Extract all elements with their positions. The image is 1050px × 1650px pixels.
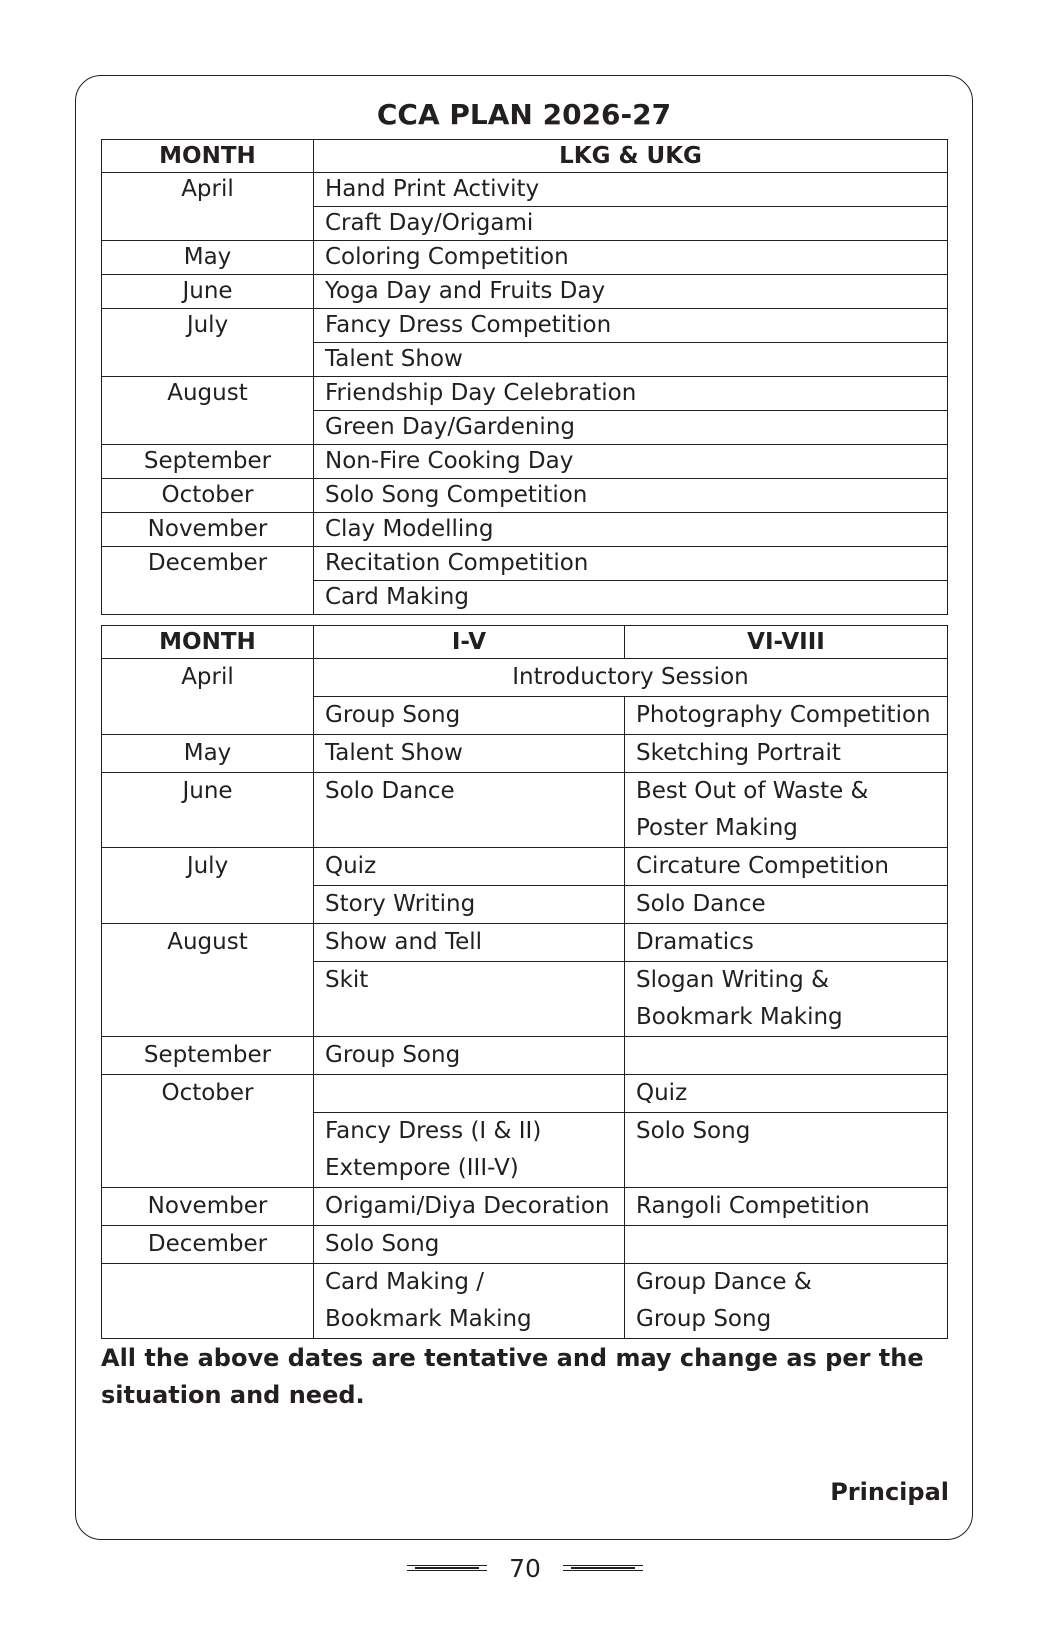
activity-cell: Hand Print Activity bbox=[314, 173, 948, 207]
tentative-dates-note: All the above dates are tentative and may change as per the situation and need. bbox=[101, 1344, 924, 1409]
cell-line: Best Out of Waste & bbox=[636, 778, 869, 804]
vi-viii-header: VI-VIII bbox=[625, 626, 948, 659]
month-cell: May bbox=[102, 735, 314, 773]
table-row bbox=[102, 377, 948, 411]
cell-line: Group Song bbox=[636, 1306, 772, 1332]
table-header-row bbox=[102, 626, 948, 659]
month-cell: December bbox=[102, 547, 314, 615]
cell-line: Card Making / bbox=[325, 1269, 485, 1295]
table-row bbox=[102, 1075, 948, 1113]
month-cell: November bbox=[102, 513, 314, 547]
vi-viii-cell: Solo Song bbox=[625, 1113, 948, 1188]
vi-viii-cell: Solo Dance bbox=[625, 886, 948, 924]
i-v-cell: Origami/Diya Decoration bbox=[314, 1188, 625, 1226]
vi-viii-cell bbox=[625, 1264, 948, 1339]
vi-viii-cell bbox=[625, 962, 948, 1037]
month-cell: April bbox=[102, 659, 314, 735]
cell-line: Poster Making bbox=[636, 815, 798, 841]
i-v-cell: Quiz bbox=[314, 848, 625, 886]
month-cell: July bbox=[102, 848, 314, 924]
vi-viii-cell bbox=[625, 773, 948, 848]
table-row bbox=[102, 547, 948, 581]
principal-signature: Principal bbox=[830, 1478, 949, 1506]
table-header-row bbox=[102, 140, 948, 173]
footer-rule-left bbox=[407, 1564, 487, 1573]
activity-cell: Clay Modelling bbox=[314, 513, 948, 547]
month-header: MONTH bbox=[102, 140, 314, 173]
table-row bbox=[102, 275, 948, 309]
month-cell: November bbox=[102, 1188, 314, 1226]
i-v-header: I-V bbox=[314, 626, 625, 659]
month-cell: December bbox=[102, 1226, 314, 1264]
i-v-cell bbox=[314, 1264, 625, 1339]
vi-viii-cell: Quiz bbox=[625, 1075, 948, 1113]
table-row bbox=[102, 445, 948, 479]
month-cell: August bbox=[102, 377, 314, 445]
page-title: CCA PLAN 2026-27 bbox=[376, 98, 672, 131]
i-v-cell: Story Writing bbox=[314, 886, 625, 924]
page-footer bbox=[0, 1548, 1050, 1588]
activity-cell: Non-Fire Cooking Day bbox=[314, 445, 948, 479]
table-row bbox=[102, 848, 948, 886]
i-v-cell: Solo Dance bbox=[314, 773, 625, 848]
i-v-cell: Skit bbox=[314, 962, 625, 1037]
activity-cell: Recitation Competition bbox=[314, 547, 948, 581]
footer-rule-right bbox=[563, 1564, 643, 1573]
month-cell: August bbox=[102, 924, 314, 1037]
activity-cell: Fancy Dress Competition bbox=[314, 309, 948, 343]
table-row bbox=[102, 1226, 948, 1264]
month-cell: May bbox=[102, 241, 314, 275]
vi-viii-cell bbox=[625, 1226, 948, 1264]
activity-cell: Friendship Day Celebration bbox=[314, 377, 948, 411]
introductory-session-cell: Introductory Session bbox=[314, 659, 948, 697]
table-row bbox=[102, 1037, 948, 1075]
month-cell: September bbox=[102, 1037, 314, 1075]
cell-line: Extempore (III-V) bbox=[325, 1155, 519, 1181]
i-v-cell: Group Song bbox=[314, 697, 625, 735]
month-header: MONTH bbox=[102, 626, 314, 659]
vi-viii-cell: Circature Competition bbox=[625, 848, 948, 886]
cell-line: Bookmark Making bbox=[325, 1306, 532, 1332]
table-row bbox=[102, 241, 948, 275]
i-v-cell: Group Song bbox=[314, 1037, 625, 1075]
month-cell: June bbox=[102, 773, 314, 848]
i-v-cell: Solo Song bbox=[314, 1226, 625, 1264]
table-row bbox=[102, 513, 948, 547]
month-cell: October bbox=[102, 1075, 314, 1188]
lkg-ukg-table bbox=[101, 139, 948, 615]
activity-cell: Coloring Competition bbox=[314, 241, 948, 275]
activity-cell: Solo Song Competition bbox=[314, 479, 948, 513]
lkg-ukg-header: LKG & UKG bbox=[314, 140, 948, 173]
activity-cell: Green Day/Gardening bbox=[314, 411, 948, 445]
vi-viii-cell bbox=[625, 1037, 948, 1075]
activity-cell: Yoga Day and Fruits Day bbox=[314, 275, 948, 309]
activity-cell: Talent Show bbox=[314, 343, 948, 377]
i-v-cell bbox=[314, 1113, 625, 1188]
vi-viii-cell: Sketching Portrait bbox=[625, 735, 948, 773]
table-row bbox=[102, 173, 948, 207]
month-cell: October bbox=[102, 479, 314, 513]
month-cell: June bbox=[102, 275, 314, 309]
table-row bbox=[102, 773, 948, 848]
i-v-cell: Talent Show bbox=[314, 735, 625, 773]
month-cell: April bbox=[102, 173, 314, 241]
vi-viii-cell: Dramatics bbox=[625, 924, 948, 962]
activity-cell: Card Making bbox=[314, 581, 948, 615]
table-row bbox=[102, 479, 948, 513]
table-row bbox=[102, 659, 948, 697]
month-cell: September bbox=[102, 445, 314, 479]
vi-viii-cell: Rangoli Competition bbox=[625, 1188, 948, 1226]
cell-line: Fancy Dress (I & II) bbox=[325, 1118, 542, 1144]
classes-table bbox=[101, 625, 948, 1339]
table-row bbox=[102, 1264, 948, 1339]
table-row bbox=[102, 1188, 948, 1226]
i-v-cell: Show and Tell bbox=[314, 924, 625, 962]
month-cell: July bbox=[102, 309, 314, 377]
cell-line: Group Dance & bbox=[636, 1269, 812, 1295]
page-number: 70 bbox=[509, 1553, 541, 1583]
i-v-cell bbox=[314, 1075, 625, 1113]
vi-viii-cell: Photography Competition bbox=[625, 697, 948, 735]
table-row bbox=[102, 735, 948, 773]
table-row bbox=[102, 924, 948, 962]
table-row bbox=[102, 309, 948, 343]
activity-cell: Craft Day/Origami bbox=[314, 207, 948, 241]
month-cell bbox=[102, 1264, 314, 1339]
cell-line: Slogan Writing & bbox=[636, 967, 830, 993]
cell-line: Bookmark Making bbox=[636, 1004, 843, 1030]
